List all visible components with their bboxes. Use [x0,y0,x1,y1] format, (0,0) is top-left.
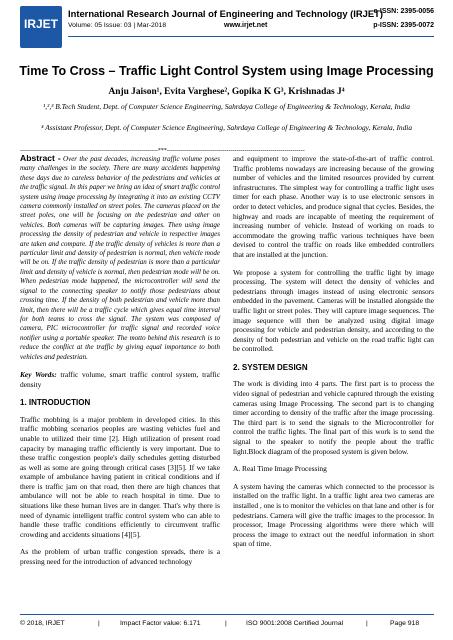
section-separator: ---------------------------------------------------------------------***--------------------------------------------------------------------- [20,148,305,154]
affiliation-students: ¹,²,³ B.Tech Student, Dept. of Computer Science Engineering, Sahrdaya College of Engineering & Technology, Kerala, India [43,102,410,111]
introduction-paragraph-4: We propose a system for controlling the traffic light by image processing. The system will detect the density of vehicles and pedestrians through images instead of using electronic sensors embedded in the pavement. Cameras will be installed alongside the traffic light or street poles. They will capture image sequences. The image sequence will then be analyzed using digital image processing for vehicle and pedestrian density, and according to the density of both pedestrian and vehicle on the road traffic light can be controlled. [233,267,434,354]
volume-issue: Volume: 05 Issue: 03 | Mar-2018 [68,22,167,29]
system-design-paragraph-2: A system having the cameras which connected to the processor is installed on the traffic light. In a traffic light area two cameras are installed , one is to monitor the vehicles on that lane and other is for pedestrians. Camera will give the traffic images to the processor. In processor, Image Processing algorithms were there which will process the image to extract out the needful information in short span of time. [233,481,434,549]
keywords-label: Key Words: [20,369,57,379]
introduction-heading: 1. INTRODUCTION [20,398,91,408]
paper-title: Time To Cross – Traffic Light Control System using Image Processing [19,64,434,78]
right-column [233,154,434,557]
footer-rule [20,614,434,615]
abstract [20,154,220,362]
journal-website: www.irjet.net [224,22,268,29]
introduction-paragraph-2: As the problem of urban traffic congestion spreads, there is a pressing need for the introduction of advanced technology [20,547,220,567]
header-rule [68,36,434,37]
affiliation-professor: ⁴ Assistant Professor, Dept. of Computer Science Engineering, Sahrdaya College of Engineering & Technology, Kerala, India [40,123,413,132]
journal-name: International Research Journal of Engineering and Technology (IRJET) [68,8,383,19]
footer-divider: | [98,620,100,627]
logo-text: IRJET [23,17,58,31]
e-issn: e-ISSN: 2395-0056 [373,8,434,15]
footer-divider: | [366,620,368,627]
left-column [20,154,220,575]
irjet-logo [20,6,62,48]
system-design-paragraph-1: The work is dividing into 4 parts. The first part is to process the video signal of pedestrian and vehicle captured through the existing cameras using Image Processing. The second part is to changing timer according to density of the traffic after the image processing. The third part is to send the signals to the Microcontroller for control the traffic lights. The final part of this work is to send the signal to the speaker to notify the people about the traffic light.Block diagram of the proposed system is given below. [233,379,434,456]
footer-divider: | [225,620,227,627]
footer-copyright: © 2018, IRJET [20,620,65,627]
abstract-text: Over the past decades, increasing traffic volume poses many challenges in the society. There are many accidents happening these days due to careless behavior of the pedestrians and vehicles at the traffic signal. In this paper we bring an idea of smart traffic control system using image processing by integrating it into an existing CCTV camera commonly installed on street poles. The cameras placed on the street poles, one will be focusing on the pedestrian and other on vehicles. Both cameras will be capturing images. Then using image processing the density of pedestrian and vehicle in respective images are taken and compare. If the traffic density of vehicles is more than a particular limit and density of pedestrian is normal, then vehicle mode will be on. If the traffic density of pedestrian is more than a particular limit and density of vehicle is normal, then pedestrian mode will be on. When pedestrian mode happened, the microcontroller will send the signal to the connecting speaker to notify those pedestrians about crossing time. If the density of both pedestrian and vehicle more than limit, then there will be a traffic cycle which gives equal time interval for both teams to cross the signal. The system was composed of camera, PIC microcontroller for traffic signal and recorded voice notifier using a portable speaker. The motto behind this research is to reduce the conflict at the traffic by giving equal importance to both vehicles and pedestrian. [20,155,221,361]
footer-iso: ISO 9001:2008 Certified Journal [246,620,344,627]
system-design-subheading: A. Real Time Image Processing [233,464,327,474]
journal-header [20,6,434,52]
introduction-paragraph-3: and equipment to improve the state-of-the-art of traffic control. Traffic problems nowadays are increasing because of the growing number of vehicles and the limited resources provided by current infrastructures. The simplest way for controlling a traffic light uses timer for each phase. Another way is to use electronic sensors in order to detect vehicles, and produce signal that cycles. Besides, the highway and roads are incapable of meeting the requirement of increasing number of vehicle. Instead of working on roads to accommodate the growing traffic various techniques have been devised to control the traffic on roads like embedded controllers that are installed at the junction. [233,154,434,259]
keywords [20,370,220,389]
abstract-label: Abstract - [20,153,61,163]
p-issn: p-ISSN: 2395-0072 [373,22,434,29]
introduction-paragraph-1: Traffic mobbing is a major problem in developed cities. In this traffic mobbing scenarios peoples are wasting vehicles fuel and unable to utilized their time [2]. High utilization of present road capacity by managing traffic efficiently is very important. Due to these traffic congestion people's daily schedules getting disturbed as well as some are going through critical cases [3][5]. If we take example of ambulance having patient in critical conditions and if there is traffic jam on that road, then there are high chances that ambulance will not be able to reach hospital in time. Due to situations like these human lives are in danger. That's why there is need of dynamic intelligent traffic control system who can able to handle these traffic conditions efficiently to circumvent traffic crowding and accidents situations [4][5]. [20,414,220,539]
footer-impact-factor: Impact Factor value: 6.171 [120,620,201,627]
footer-page-number: Page 918 [390,620,420,627]
keywords-text: traffic volume, smart traffic control system, traffic density [20,369,220,389]
system-design-heading: 2. SYSTEM DESIGN [233,362,308,372]
paper-authors: Anju Jaison¹, Evita Varghese², Gopika K G³, Krishnadas J⁴ [108,87,345,97]
